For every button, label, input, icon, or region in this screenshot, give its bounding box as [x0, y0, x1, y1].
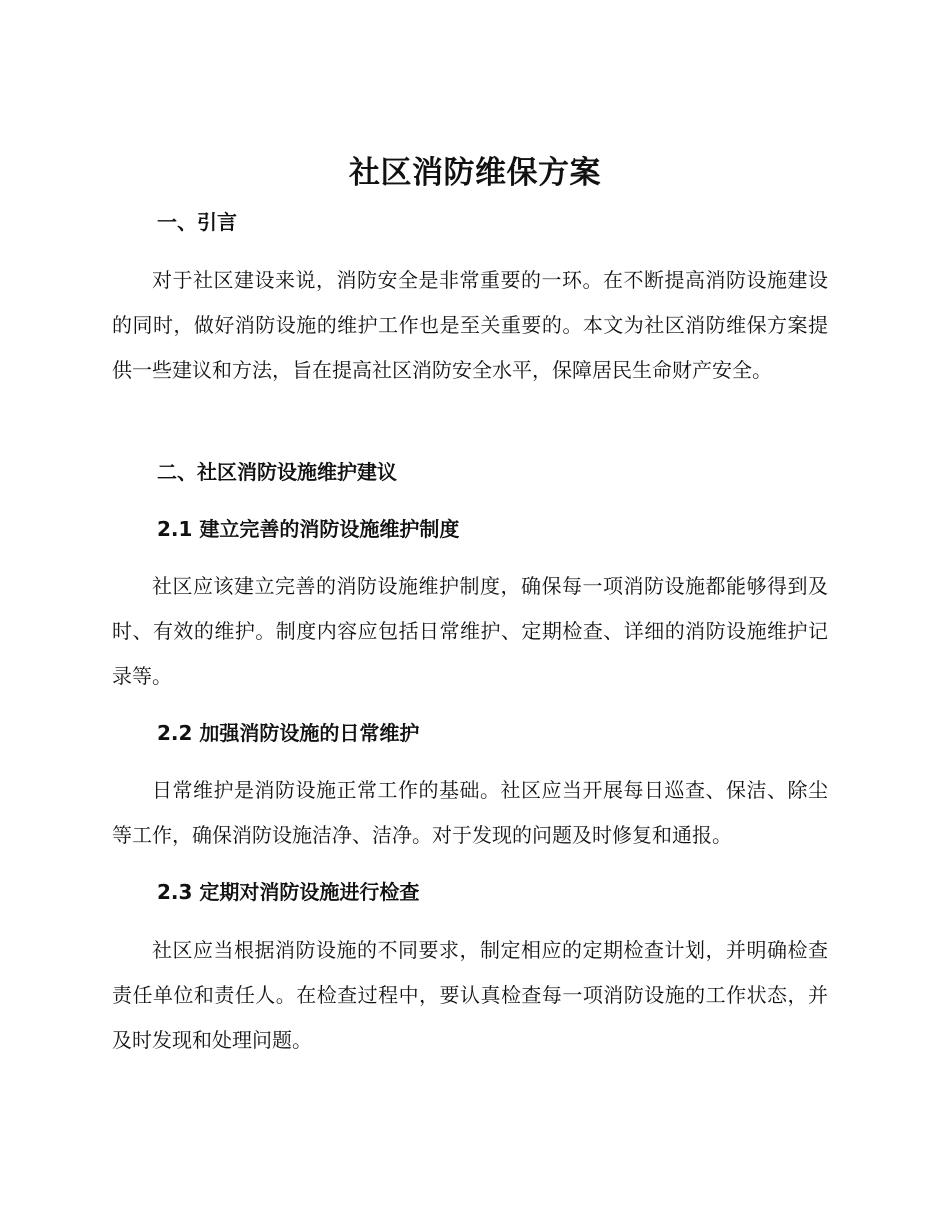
paragraph-2-2: 日常维护是消防设施正常工作的基础。社区应当开展每日巡查、保洁、除尘等工作，确保消防设施洁净、洁净。对于发现的问题及时修复和通报。	[112, 778, 828, 847]
section-heading-maintenance-advice: 二、社区消防设施维护建议	[157, 460, 397, 484]
paragraph-2-1: 社区应该建立完善的消防设施维护制度，确保每一项消防设施都能够得到及时、有效的维护。制度内容应包括日常维护、定期检查、详细的消防设施维护记录等。	[112, 574, 828, 688]
section-heading-introduction: 一、引言	[157, 210, 237, 234]
paragraph-introduction: 对于社区建设来说，消防安全是非常重要的一环。在不断提高消防设施建设的同时，做好消防设施的维护工作也是至关重要的。本文为社区消防维保方案提供一些建议和方法，旨在提高社区消防安全水平，保障居民生命财产安全。	[112, 268, 828, 382]
paragraph-2-3: 社区应当根据消防设施的不同要求，制定相应的定期检查计划，并明确检查责任单位和责任人。在检查过程中，要认真检查每一项消防设施的工作状态，并及时发现和处理问题。	[112, 938, 828, 1052]
subsection-heading-2-2: 2.2 加强消防设施的日常维护	[157, 721, 420, 745]
subsection-heading-2-1: 2.1 建立完善的消防设施维护制度	[157, 517, 460, 541]
subsection-heading-2-3: 2.3 定期对消防设施进行检查	[157, 880, 420, 904]
document-title: 社区消防维保方案	[349, 155, 601, 191]
